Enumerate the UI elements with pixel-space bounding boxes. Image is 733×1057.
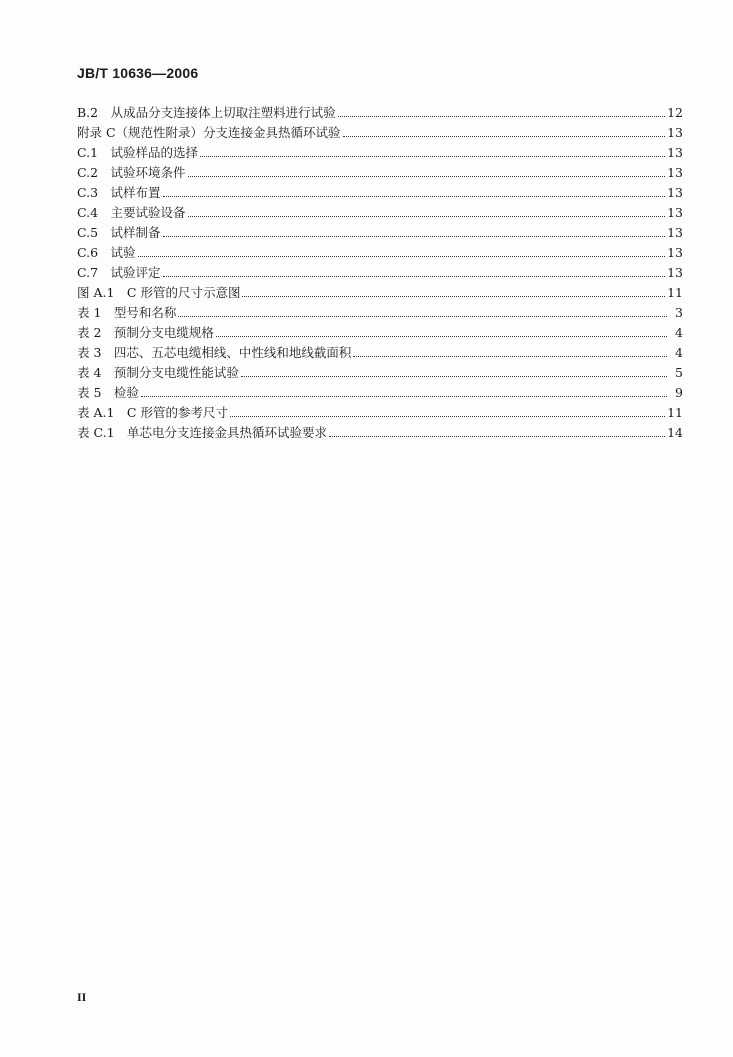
toc-dot-leader bbox=[163, 276, 666, 277]
toc-dot-leader bbox=[188, 216, 666, 217]
toc-entry-page: 12 bbox=[667, 105, 683, 120]
toc-entry-label: 表 4 预制分支电缆性能试验 bbox=[77, 365, 239, 380]
toc-entry[interactable] bbox=[77, 223, 683, 243]
toc-entry-label: 表 C.1 单芯电分支连接金具热循环试验要求 bbox=[77, 425, 328, 440]
standard-number-header: JB/T 10636—2006 bbox=[77, 65, 199, 81]
toc-entry-page: 13 bbox=[667, 245, 683, 260]
toc-entry[interactable] bbox=[77, 103, 683, 123]
toc-entry-page: 13 bbox=[667, 185, 683, 200]
toc-entry[interactable] bbox=[77, 263, 683, 283]
toc-entry-label: C.4 主要试验设备 bbox=[77, 205, 186, 220]
toc-dot-leader bbox=[163, 196, 666, 197]
toc-entry[interactable] bbox=[77, 343, 683, 363]
toc-entry[interactable] bbox=[77, 383, 683, 403]
toc-entry-page: 9 bbox=[675, 385, 683, 400]
toc-entry[interactable] bbox=[77, 323, 683, 343]
toc-entry-page: 11 bbox=[667, 405, 683, 420]
toc-dot-leader bbox=[188, 176, 666, 177]
toc-entry-page: 13 bbox=[667, 125, 683, 140]
toc-entry-label: C.6 试验 bbox=[77, 245, 136, 260]
toc-entry-label: C.5 试样制备 bbox=[77, 225, 161, 240]
toc-dot-leader bbox=[329, 436, 665, 437]
toc-entry-label: 表 3 四芯、五芯电缆相线、中性线和地线截面积 bbox=[77, 345, 352, 360]
toc-dot-leader bbox=[241, 376, 667, 377]
toc-dot-leader bbox=[200, 156, 665, 157]
toc-entry[interactable] bbox=[77, 403, 683, 423]
toc-entry-label: 图 A.1 C 形管的尺寸示意图 bbox=[77, 285, 241, 300]
toc-entry[interactable] bbox=[77, 303, 683, 323]
toc-entry-label: C.7 试验评定 bbox=[77, 265, 161, 280]
toc-dot-leader bbox=[178, 316, 667, 317]
toc-entry-page: 13 bbox=[667, 145, 683, 160]
toc-entry-label: C.3 试样布置 bbox=[77, 185, 161, 200]
toc-entry-page: 13 bbox=[667, 205, 683, 220]
toc-entry[interactable] bbox=[77, 363, 683, 383]
toc-entry[interactable] bbox=[77, 423, 683, 443]
toc-entry-label: B.2 从成品分支连接体上切取注塑料进行试验 bbox=[77, 105, 336, 120]
toc-entry-page: 13 bbox=[667, 165, 683, 180]
toc-dot-leader bbox=[138, 256, 666, 257]
page-number: II bbox=[77, 990, 87, 1004]
toc-entry-label: C.1 试验样品的选择 bbox=[77, 145, 199, 160]
toc-dot-leader bbox=[343, 136, 666, 137]
toc-entry[interactable] bbox=[77, 203, 683, 223]
toc-entry[interactable] bbox=[77, 163, 683, 183]
toc-entry[interactable] bbox=[77, 283, 683, 303]
toc-entry-page: 11 bbox=[667, 285, 683, 300]
toc-dot-leader bbox=[163, 236, 666, 237]
toc-entry-page: 4 bbox=[675, 325, 683, 340]
toc-dot-leader bbox=[216, 336, 667, 337]
toc-entry-label: 表 5 检验 bbox=[77, 385, 139, 400]
toc-entry-label: 附录 C（规范性附录）分支连接金具热循环试验 bbox=[77, 125, 341, 140]
toc-dot-leader bbox=[141, 396, 667, 397]
toc-entry-label: 表 A.1 C 形管的参考尺寸 bbox=[77, 405, 228, 420]
toc-dot-leader bbox=[338, 116, 665, 117]
toc-entry-page: 14 bbox=[667, 425, 683, 440]
toc-entry[interactable] bbox=[77, 123, 683, 143]
toc-entry-page: 3 bbox=[675, 305, 683, 320]
toc-entry-page: 5 bbox=[675, 365, 683, 380]
toc-entry[interactable] bbox=[77, 183, 683, 203]
toc-entry-page: 13 bbox=[667, 225, 683, 240]
toc-entry-page: 13 bbox=[667, 265, 683, 280]
table-of-contents bbox=[77, 103, 683, 443]
toc-dot-leader bbox=[242, 296, 665, 297]
toc-entry-label: 表 2 预制分支电缆规格 bbox=[77, 325, 214, 340]
toc-entry[interactable] bbox=[77, 243, 683, 263]
toc-entry-label: C.2 试验环境条件 bbox=[77, 165, 186, 180]
toc-entry-label: 表 1 型号和名称 bbox=[77, 305, 177, 320]
toc-entry[interactable] bbox=[77, 143, 683, 163]
toc-entry-page: 4 bbox=[675, 345, 683, 360]
toc-dot-leader bbox=[230, 416, 665, 417]
toc-dot-leader bbox=[353, 356, 667, 357]
